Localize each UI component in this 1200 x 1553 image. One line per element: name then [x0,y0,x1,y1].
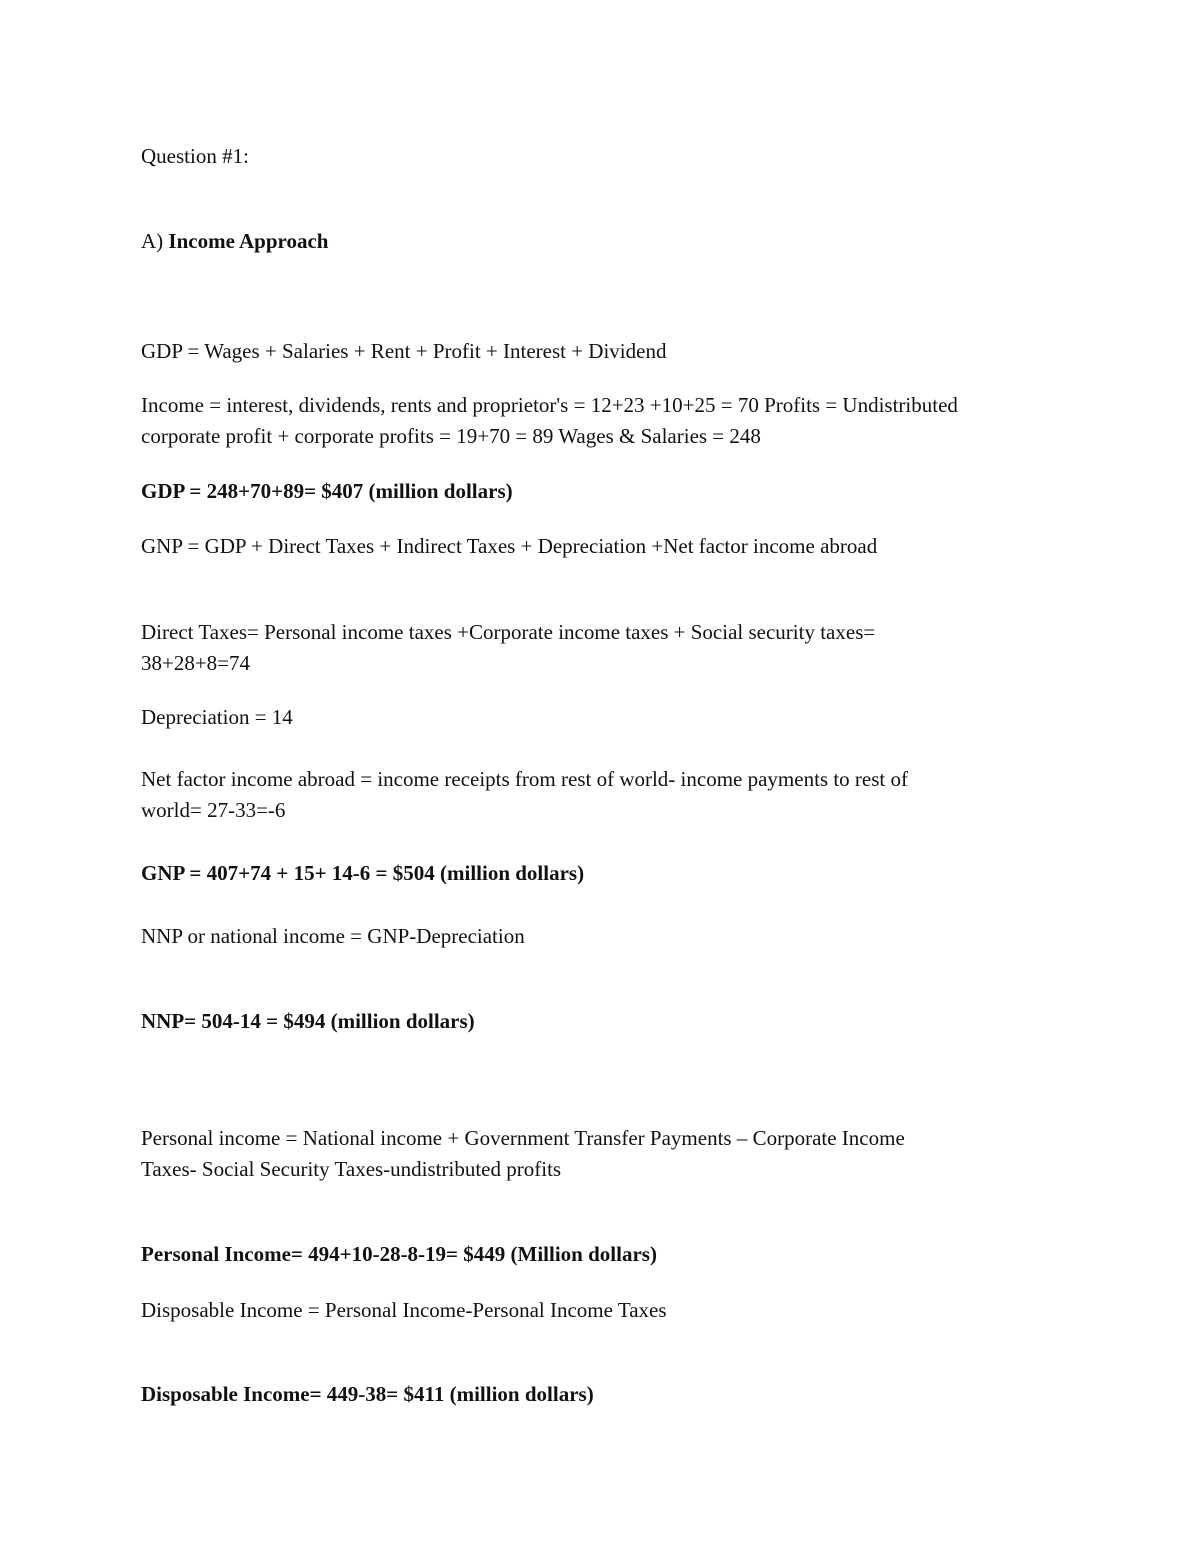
depreciation-line: Depreciation = 14 [141,705,293,729]
nnp-formula: NNP or national income = GNP-Depreciation [141,924,525,948]
gdp-formula: GDP = Wages + Salaries + Rent + Profit + Interest + Dividend [141,339,667,363]
section-a-title: Income Approach [168,229,329,253]
disposable-income-formula: Disposable Income = Personal Income-Personal Income Taxes [141,1298,667,1322]
disposable-income-result: Disposable Income= 449-38= $411 (million dollars) [141,1382,594,1406]
nfia-line-1: Net factor income abroad = income receipts from rest of world- income payments to rest of [141,767,908,791]
section-a-prefix: A) [141,229,169,253]
direct-taxes-line-1: Direct Taxes= Personal income taxes +Corporate income taxes + Social security taxes= [141,620,876,644]
gdp-result: GDP = 248+70+89= $407 (million dollars) [141,479,513,503]
personal-income-line-2: Taxes- Social Security Taxes-undistributed profits [141,1157,562,1181]
nnp-result: NNP= 504-14 = $494 (million dollars) [141,1009,475,1033]
personal-income-line-1: Personal income = National income + Government Transfer Payments – Corporate Income [141,1126,905,1150]
section-a-heading [141,226,1071,257]
gnp-formula: GNP = GDP + Direct Taxes + Indirect Taxes + Depreciation +Net factor income abroad [141,534,878,558]
personal-income-result: Personal Income= 494+10-28-8-19= $449 (Million dollars) [141,1242,657,1266]
nfia-line-2: world= 27-33=-6 [141,798,286,822]
income-line-1: Income = interest, dividends, rents and proprietor's = 12+23 +10+25 = 70 Profits = Undistributed [141,393,958,417]
question-heading: Question #1: [141,144,249,168]
direct-taxes-line-2: 38+28+8=74 [141,651,251,675]
income-line-2: corporate profit + corporate profits = 19+70 = 89 Wages & Salaries = 248 [141,424,761,448]
gnp-result: GNP = 407+74 + 15+ 14-6 = $504 (million dollars) [141,861,585,885]
